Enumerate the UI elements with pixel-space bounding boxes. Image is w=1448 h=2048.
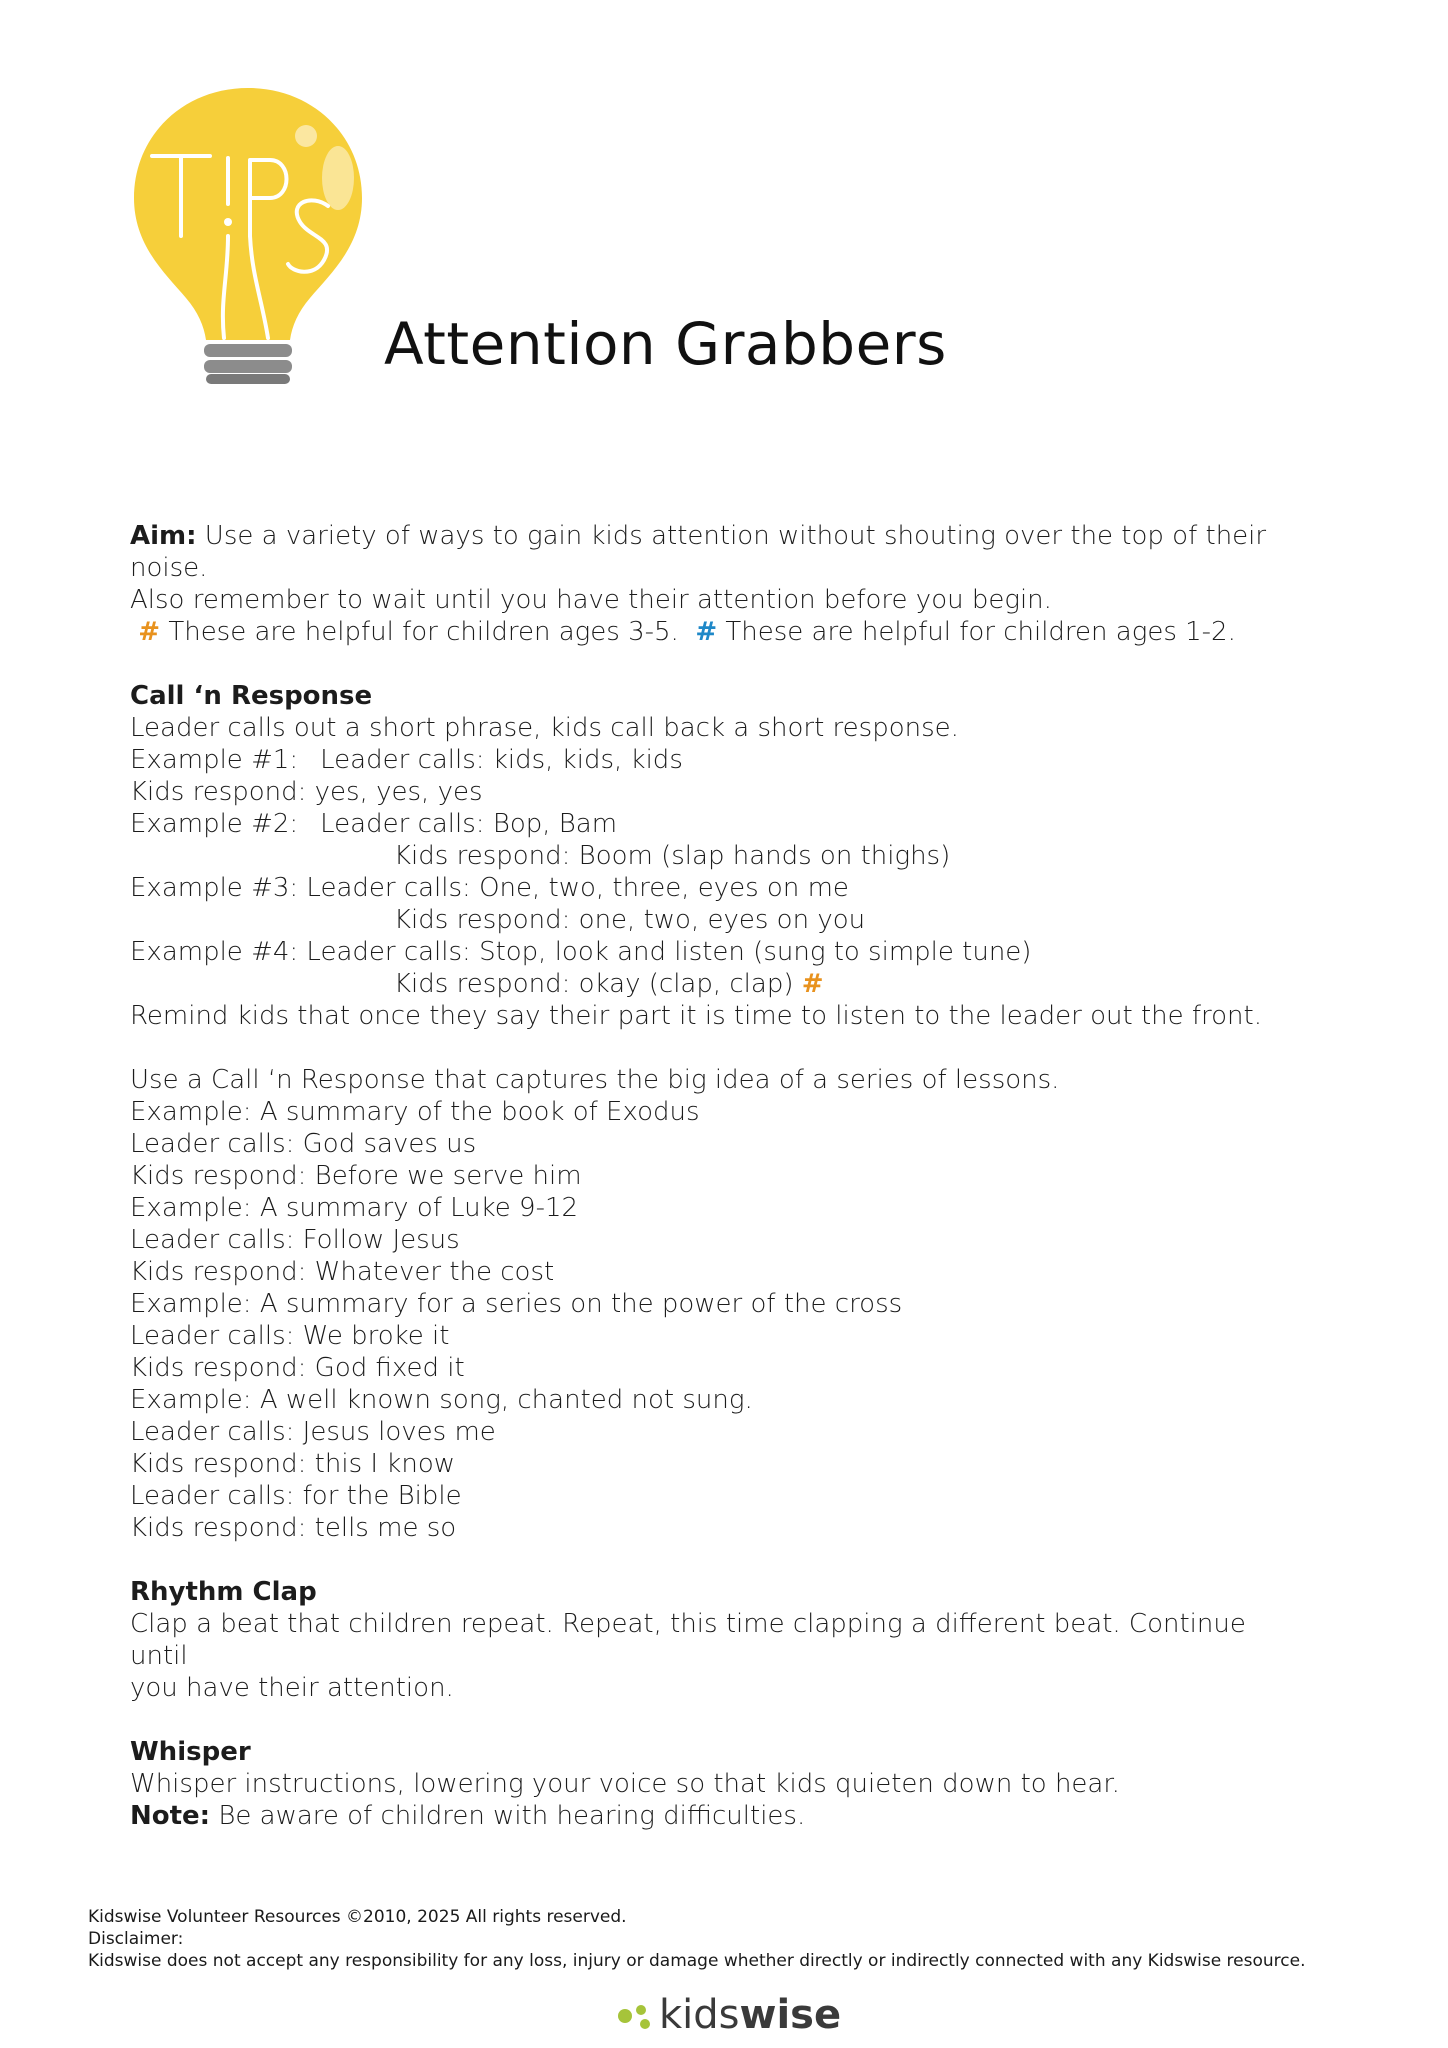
series-line: Kids respond: Whatever the cost (130, 1257, 555, 1287)
series-line: Example: A summary of the book of Exodus (130, 1097, 700, 1127)
note-label: Note: (130, 1801, 211, 1831)
example-2-label: Example #2: (130, 809, 299, 839)
series-line: Kids respond: God fixed it (130, 1353, 465, 1383)
example-1-respond: Kids respond: yes, yes, yes (130, 777, 483, 807)
reminder-text: Also remember to wait until you have their attention before you begin. (130, 585, 1052, 615)
kidswise-logo (615, 1990, 845, 2040)
example-2-line (130, 808, 1270, 840)
series-intro: Use a Call ‘n Response that captures the big idea of a series of lessons. (130, 1065, 1060, 1095)
series-line: Example: A summary of Luke 9-12 (130, 1193, 579, 1223)
aim-line (130, 520, 1270, 552)
rhythm-clap-text: Clap a beat that children repeat. Repeat, this time clapping a different beat. Continue until (130, 1609, 1246, 1671)
rhythm-clap-text-cont: you have their attention. (130, 1673, 454, 1703)
hash-blue-icon: # (695, 617, 718, 647)
example-4-respond-line (130, 968, 1270, 1000)
series-line: Leader calls: Jesus loves me (130, 1417, 496, 1447)
brand-bold: wise (739, 1992, 842, 2038)
age-legend (130, 616, 1270, 648)
aim-text-cont: noise. (130, 553, 208, 583)
tips-lightbulb-logo (128, 86, 368, 386)
legend-orange-text: These are helpful for children ages 3-5. (168, 617, 679, 647)
hash-orange-icon: # (138, 617, 161, 647)
series-line: Example: A well known song, chanted not sung. (130, 1385, 753, 1415)
whisper-heading: Whisper (130, 1737, 251, 1767)
example-1-line (130, 744, 1270, 776)
page-title: Attention Grabbers (384, 310, 947, 378)
example-4-line: Example #4: Leader calls: Stop, look and listen (sung to simple tune) (130, 937, 1032, 967)
rhythm-clap-heading: Rhythm Clap (130, 1577, 317, 1607)
example-1-call: Leader calls: kids, kids, kids (320, 745, 683, 775)
series-line: Leader calls: We broke it (130, 1321, 450, 1351)
kidswise-wordmark (659, 1990, 841, 2040)
legend-blue-text: These are helpful for children ages 1-2. (725, 617, 1236, 647)
copyright: Kidswise Volunteer Resources ©2010, 2025 All rights reserved. (88, 1907, 627, 1927)
example-3-respond: Kids respond: one, two, eyes on you (394, 905, 866, 935)
example-3-line: Example #3: Leader calls: One, two, three, eyes on me (130, 873, 849, 903)
series-line: Leader calls: for the Bible (130, 1481, 462, 1511)
series-line: Kids respond: Before we serve him (130, 1161, 582, 1191)
call-response-heading: Call ‘n Response (130, 681, 373, 711)
example-1-label: Example #1: (130, 745, 299, 775)
whisper-text: Whisper instructions, lowering your voice so that kids quieten down to hear. (130, 1769, 1120, 1799)
series-line: Leader calls: Follow Jesus (130, 1225, 460, 1255)
disclaimer-label: Disclaimer: (88, 1929, 184, 1949)
series-line: Leader calls: God saves us (130, 1129, 477, 1159)
whisper-note (130, 1800, 1270, 1832)
kidswise-dots-icon (615, 1990, 655, 2040)
brand-light: kids (659, 1992, 740, 2038)
series-line: Kids respond: tells me so (130, 1513, 457, 1543)
aim-label: Aim: (130, 521, 197, 551)
call-response-description: Leader calls out a short phrase, kids call back a short response. (130, 713, 959, 743)
remind-text: Remind kids that once they say their part it is time to listen to the leader out the front. (130, 1001, 1262, 1031)
example-2-respond: Kids respond: Boom (slap hands on thighs) (394, 841, 951, 871)
note-text: Be aware of children with hearing difficulties. (218, 1801, 806, 1831)
footer (88, 1906, 1388, 1972)
series-line: Example: A summary for a series on the power of the cross (130, 1289, 903, 1319)
disclaimer-text: Kidswise does not accept any responsibility for any loss, injury or damage whether directly or indirectly connected with any Kidswise resource. (88, 1951, 1306, 1971)
example-2-call: Leader calls: Bop, Bam (320, 809, 618, 839)
series-line: Kids respond: this I know (130, 1449, 456, 1479)
document-body (130, 520, 1270, 1832)
aim-text: Use a variety of ways to gain kids attention without shouting over the top of their (204, 521, 1267, 551)
example-4-respond: Kids respond: okay (clap, clap) (394, 969, 794, 999)
hash-orange-icon: # (801, 969, 824, 999)
